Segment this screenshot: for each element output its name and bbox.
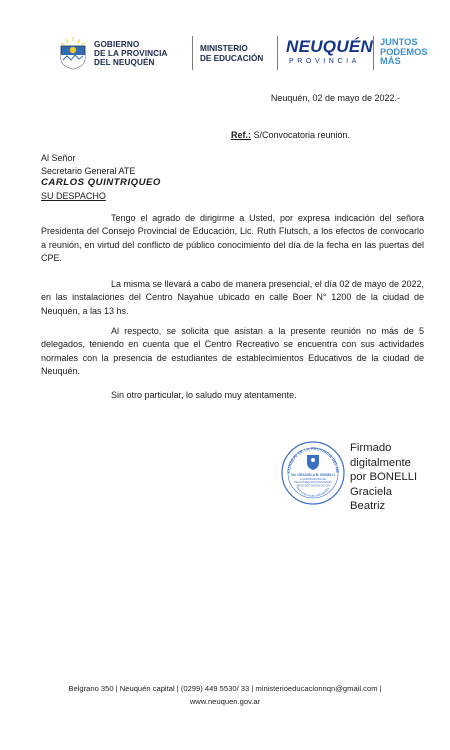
reference-text: S/Convocatoria reunión.	[251, 130, 351, 140]
signature-line-2: digitalmente	[350, 456, 411, 469]
header-divider	[192, 36, 193, 70]
recipient-block	[41, 152, 161, 202]
body-paragraph: Al respecto, se solicita que asistan a la presente reunión no más de 5 delegados, teniendo en cuenta que el Centro Recreativo se encuentra con sus actividades normales con la presencia de estudiantes de establecimientos Educativos de la ciudad de Neuquén.	[41, 326, 424, 376]
reference-label: Ref.:	[231, 130, 251, 140]
seal-role-3: MINISTERIO DE EDUCACIÓN	[296, 484, 330, 488]
official-seal-stamp	[281, 441, 345, 505]
recipient-title: Secretario General ATE	[41, 165, 136, 176]
header-divider	[373, 36, 374, 70]
ministry-wordmark	[200, 44, 263, 63]
gov-line-1: GOBIERNO	[94, 40, 140, 49]
slogan-line-2: PODEMOS	[380, 46, 428, 57]
signature-line-4: Graciela	[350, 485, 393, 498]
seal-bottom-text-path: PROVINCIA DEL NEUQUÉN	[295, 485, 331, 499]
slogan	[380, 38, 428, 67]
digital-signature-text	[350, 441, 417, 514]
signature-line-5: Beatriz	[350, 500, 386, 512]
header-divider	[277, 36, 278, 70]
signature-line-3: por BONELLI	[350, 471, 418, 483]
slogan-line-1: JUNTOS	[380, 37, 418, 47]
neuquen-logo-subtitle: PROVINCIA	[289, 58, 360, 65]
slogan-line-3: MÁS	[380, 56, 401, 67]
ministry-line-2: DE EDUCACIÓN	[200, 53, 264, 63]
recipient-name: CARLOS QUINTRIQUEO	[41, 177, 161, 189]
government-wordmark	[94, 40, 168, 67]
recipient-salutation: Al Señor	[41, 153, 76, 163]
recipient-office: SU DESPACHO	[41, 190, 106, 201]
neuquen-logo-word: NEUQUÉN	[286, 37, 374, 56]
seal-name: Tal. GRACIELA B. BONELLI	[290, 473, 336, 477]
seal-ring-text-path: CONSEJO DE LA PROVINCIA DEL NE	[285, 445, 341, 474]
footer-contact-info: Belgrano 350 | Neuquén capital | (0299) 449 5530/ 33 | ministerioeducacionnqn@gmail.com |	[68, 684, 382, 693]
gov-line-3: DEL NEUQUÉN	[94, 58, 155, 67]
footer-website: www.neuquen.gov.ar	[189, 697, 261, 706]
seal-role-2: RELACIONES INSTITUCIONALES	[294, 481, 332, 485]
closing-paragraph: Sin otro particular, lo saludo muy atentamente.	[111, 390, 297, 400]
signature-line-1: Firmado	[350, 442, 392, 454]
reference-line	[231, 129, 350, 142]
province-coat-of-arms-icon	[57, 36, 89, 70]
letter-date: Neuquén, 02 de mayo de 2022.-	[270, 93, 400, 103]
seal-role-1: COORDINADORA DE	[300, 478, 326, 481]
letterhead	[57, 36, 437, 70]
body-paragraph: Tengo el agrado de dirigirme a Usted, por expresa indicación del señora Presidenta del Consejo Provincial de Educación, Lic. Ruth Flutsch, a los efectos de convocarlo a reunión, en virtud del conflicto de público conocimiento del día de la fecha en las puertas del CPE.	[41, 213, 424, 263]
gov-line-2: DE LA PROVINCIA	[94, 49, 168, 58]
ministry-line-1: MINISTERIO	[200, 44, 248, 53]
body-paragraph: La misma se llevará a cabo de manera presencial, el día 02 de mayo de 2022, en las instalaciones del Centro Nayahue ubicado en calle Boer N° 1200 de la ciudad de Neuquén, a las 13 hs.	[41, 279, 424, 316]
